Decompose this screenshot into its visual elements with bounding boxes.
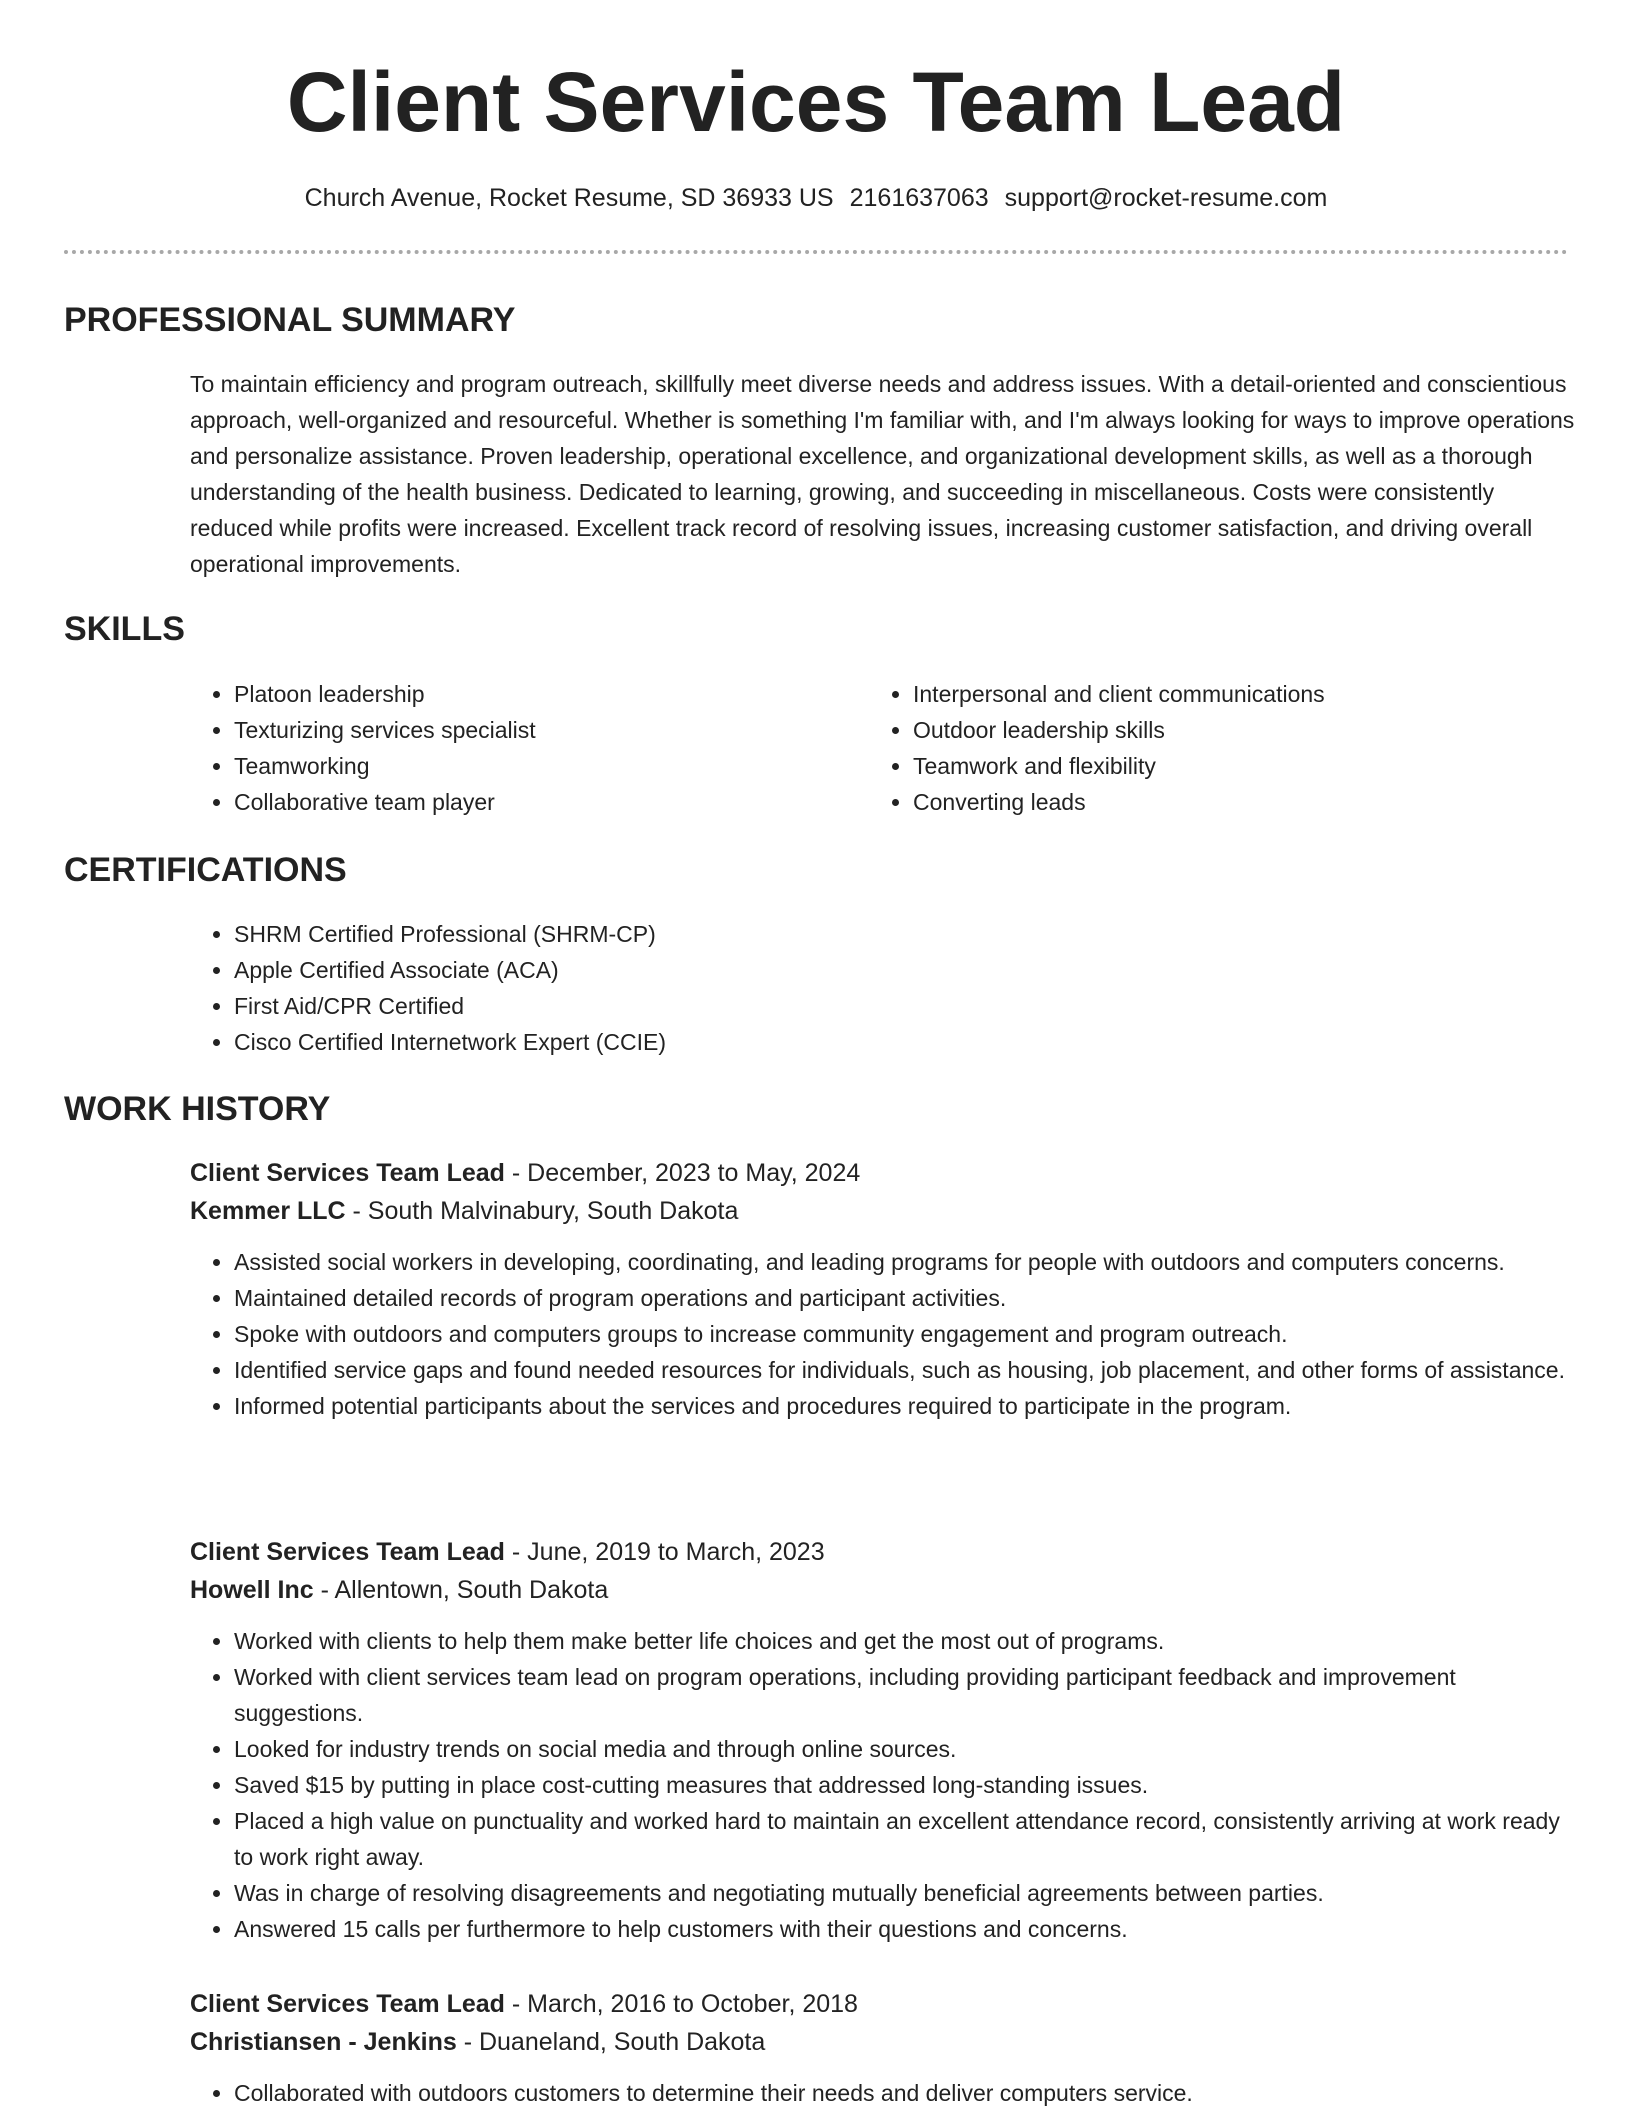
skill-item: • Platoon leadership	[234, 676, 854, 712]
job-bullet: • Worked with client services team lead on program operations, including providing participant feedback and improvement suggestions.	[234, 1659, 1580, 1731]
job-bullet: • Collaborated with outdoors customers to determine their needs and deliver computers service.	[234, 2075, 1580, 2111]
job-role: Client Services Team Lead	[190, 1538, 505, 1566]
skill-item: • Teamworking	[234, 748, 854, 784]
job-dates: - March, 2016 to October, 2018	[504, 1990, 858, 2018]
skill-item: • Outdoor leadership skills	[913, 712, 1573, 748]
job-bullets	[190, 1623, 1580, 1947]
job-bullet: • Spoke with outdoors and computers groups to increase community engagement and program outreach.	[234, 1316, 1580, 1352]
job-location: - Duaneland, South Dakota	[456, 2028, 766, 2056]
job-title-line	[190, 1533, 1580, 1571]
certifications-heading: CERTIFICATIONS	[64, 851, 347, 889]
resume-name: Client Services Team Lead	[286, 55, 1346, 149]
contact-email: support@rocket-resume.com	[1004, 184, 1328, 212]
job-bullet: • Looked for industry trends on social media and through online sources.	[234, 1731, 1580, 1767]
job-bullets	[190, 1244, 1580, 1424]
job-company-line	[190, 2023, 1580, 2061]
job-bullet: • Identified service gaps and found needed resources for individuals, such as housing, job placement, and other forms of assistance.	[234, 1352, 1580, 1388]
contact-line	[0, 180, 1632, 216]
skills-list-left	[190, 676, 854, 820]
job-bullet: • Answered 15 calls per furthermore to help customers with their questions and concerns.	[234, 1911, 1580, 1947]
job-dates: - December, 2023 to May, 2024	[504, 1159, 861, 1187]
certification-item: • First Aid/CPR Certified	[234, 988, 1534, 1024]
job-role: Client Services Team Lead	[190, 1990, 505, 2018]
header-divider	[64, 250, 1568, 254]
job-role: Client Services Team Lead	[190, 1159, 505, 1187]
job-company: Christiansen - Jenkins	[190, 2028, 457, 2056]
job-dates: - June, 2019 to March, 2023	[504, 1538, 825, 1566]
job-title-line	[190, 1154, 1580, 1192]
certification-item: • Apple Certified Associate (ACA)	[234, 952, 1534, 988]
job-bullets	[190, 2075, 1580, 2111]
certification-item: • SHRM Certified Professional (SHRM-CP)	[234, 916, 1534, 952]
job-entry	[190, 1985, 1580, 2111]
job-entry	[190, 1154, 1580, 1424]
job-bullet: • Worked with clients to help them make better life choices and get the most out of programs.	[234, 1623, 1580, 1659]
job-entry	[190, 1533, 1580, 1947]
skill-item: • Texturizing services specialist	[234, 712, 854, 748]
work-history-heading: WORK HISTORY	[64, 1090, 331, 1128]
summary-heading: PROFESSIONAL SUMMARY	[64, 301, 516, 339]
skill-item: • Interpersonal and client communications	[913, 676, 1573, 712]
job-bullet: • Saved $15 by putting in place cost-cutting measures that addressed long-standing issues.	[234, 1767, 1580, 1803]
skill-item: • Collaborative team player	[234, 784, 854, 820]
job-bullet: • Maintained detailed records of program operations and participant activities.	[234, 1280, 1580, 1316]
job-company: Howell Inc	[190, 1576, 314, 1604]
job-title-line	[190, 1985, 1580, 2023]
job-company-line	[190, 1571, 1580, 1609]
job-company: Kemmer LLC	[190, 1197, 346, 1225]
job-bullet: • Placed a high value on punctuality and worked hard to maintain an excellent attendance record, consistently arriving at work ready to work right away.	[234, 1803, 1580, 1875]
job-location: - South Malvinabury, South Dakota	[345, 1197, 739, 1225]
summary-text: To maintain efficiency and program outreach, skillfully meet diverse needs and address issues. With a detail-oriented and conscientious approach, well-organized and resourceful. Whether is something I'm familiar with, and I'm always looking for ways to improve operations and personalize assistance. Proven leadership, operational excellence, and organizational development skills, as well as a thorough understanding of the health business. Dedicated to learning, growing, and succeeding in miscellaneous. Costs were consistently reduced while profits were increased. Excellent track record of resolving issues, increasing customer satisfaction, and driving overall operational improvements.	[190, 371, 1575, 577]
certification-item: • Cisco Certified Internetwork Expert (CCIE)	[234, 1024, 1534, 1060]
job-bullet: • Informed potential participants about the services and procedures required to participate in the program.	[234, 1388, 1580, 1424]
certifications-list	[190, 916, 1534, 1060]
skill-item: • Converting leads	[913, 784, 1573, 820]
contact-phone: 2161637063	[849, 184, 989, 212]
skill-item: • Teamwork and flexibility	[913, 748, 1573, 784]
skills-list-right	[869, 676, 1573, 820]
job-bullet: • Was in charge of resolving disagreements and negotiating mutually beneficial agreements between parties.	[234, 1875, 1580, 1911]
job-bullet: • Assisted social workers in developing, coordinating, and leading programs for people with outdoors and computers concerns.	[234, 1244, 1580, 1280]
job-company-line	[190, 1192, 1580, 1230]
contact-address: Church Avenue, Rocket Resume, SD 36933 US	[304, 184, 834, 212]
job-location: - Allentown, South Dakota	[313, 1576, 609, 1604]
skills-heading: SKILLS	[64, 610, 185, 648]
